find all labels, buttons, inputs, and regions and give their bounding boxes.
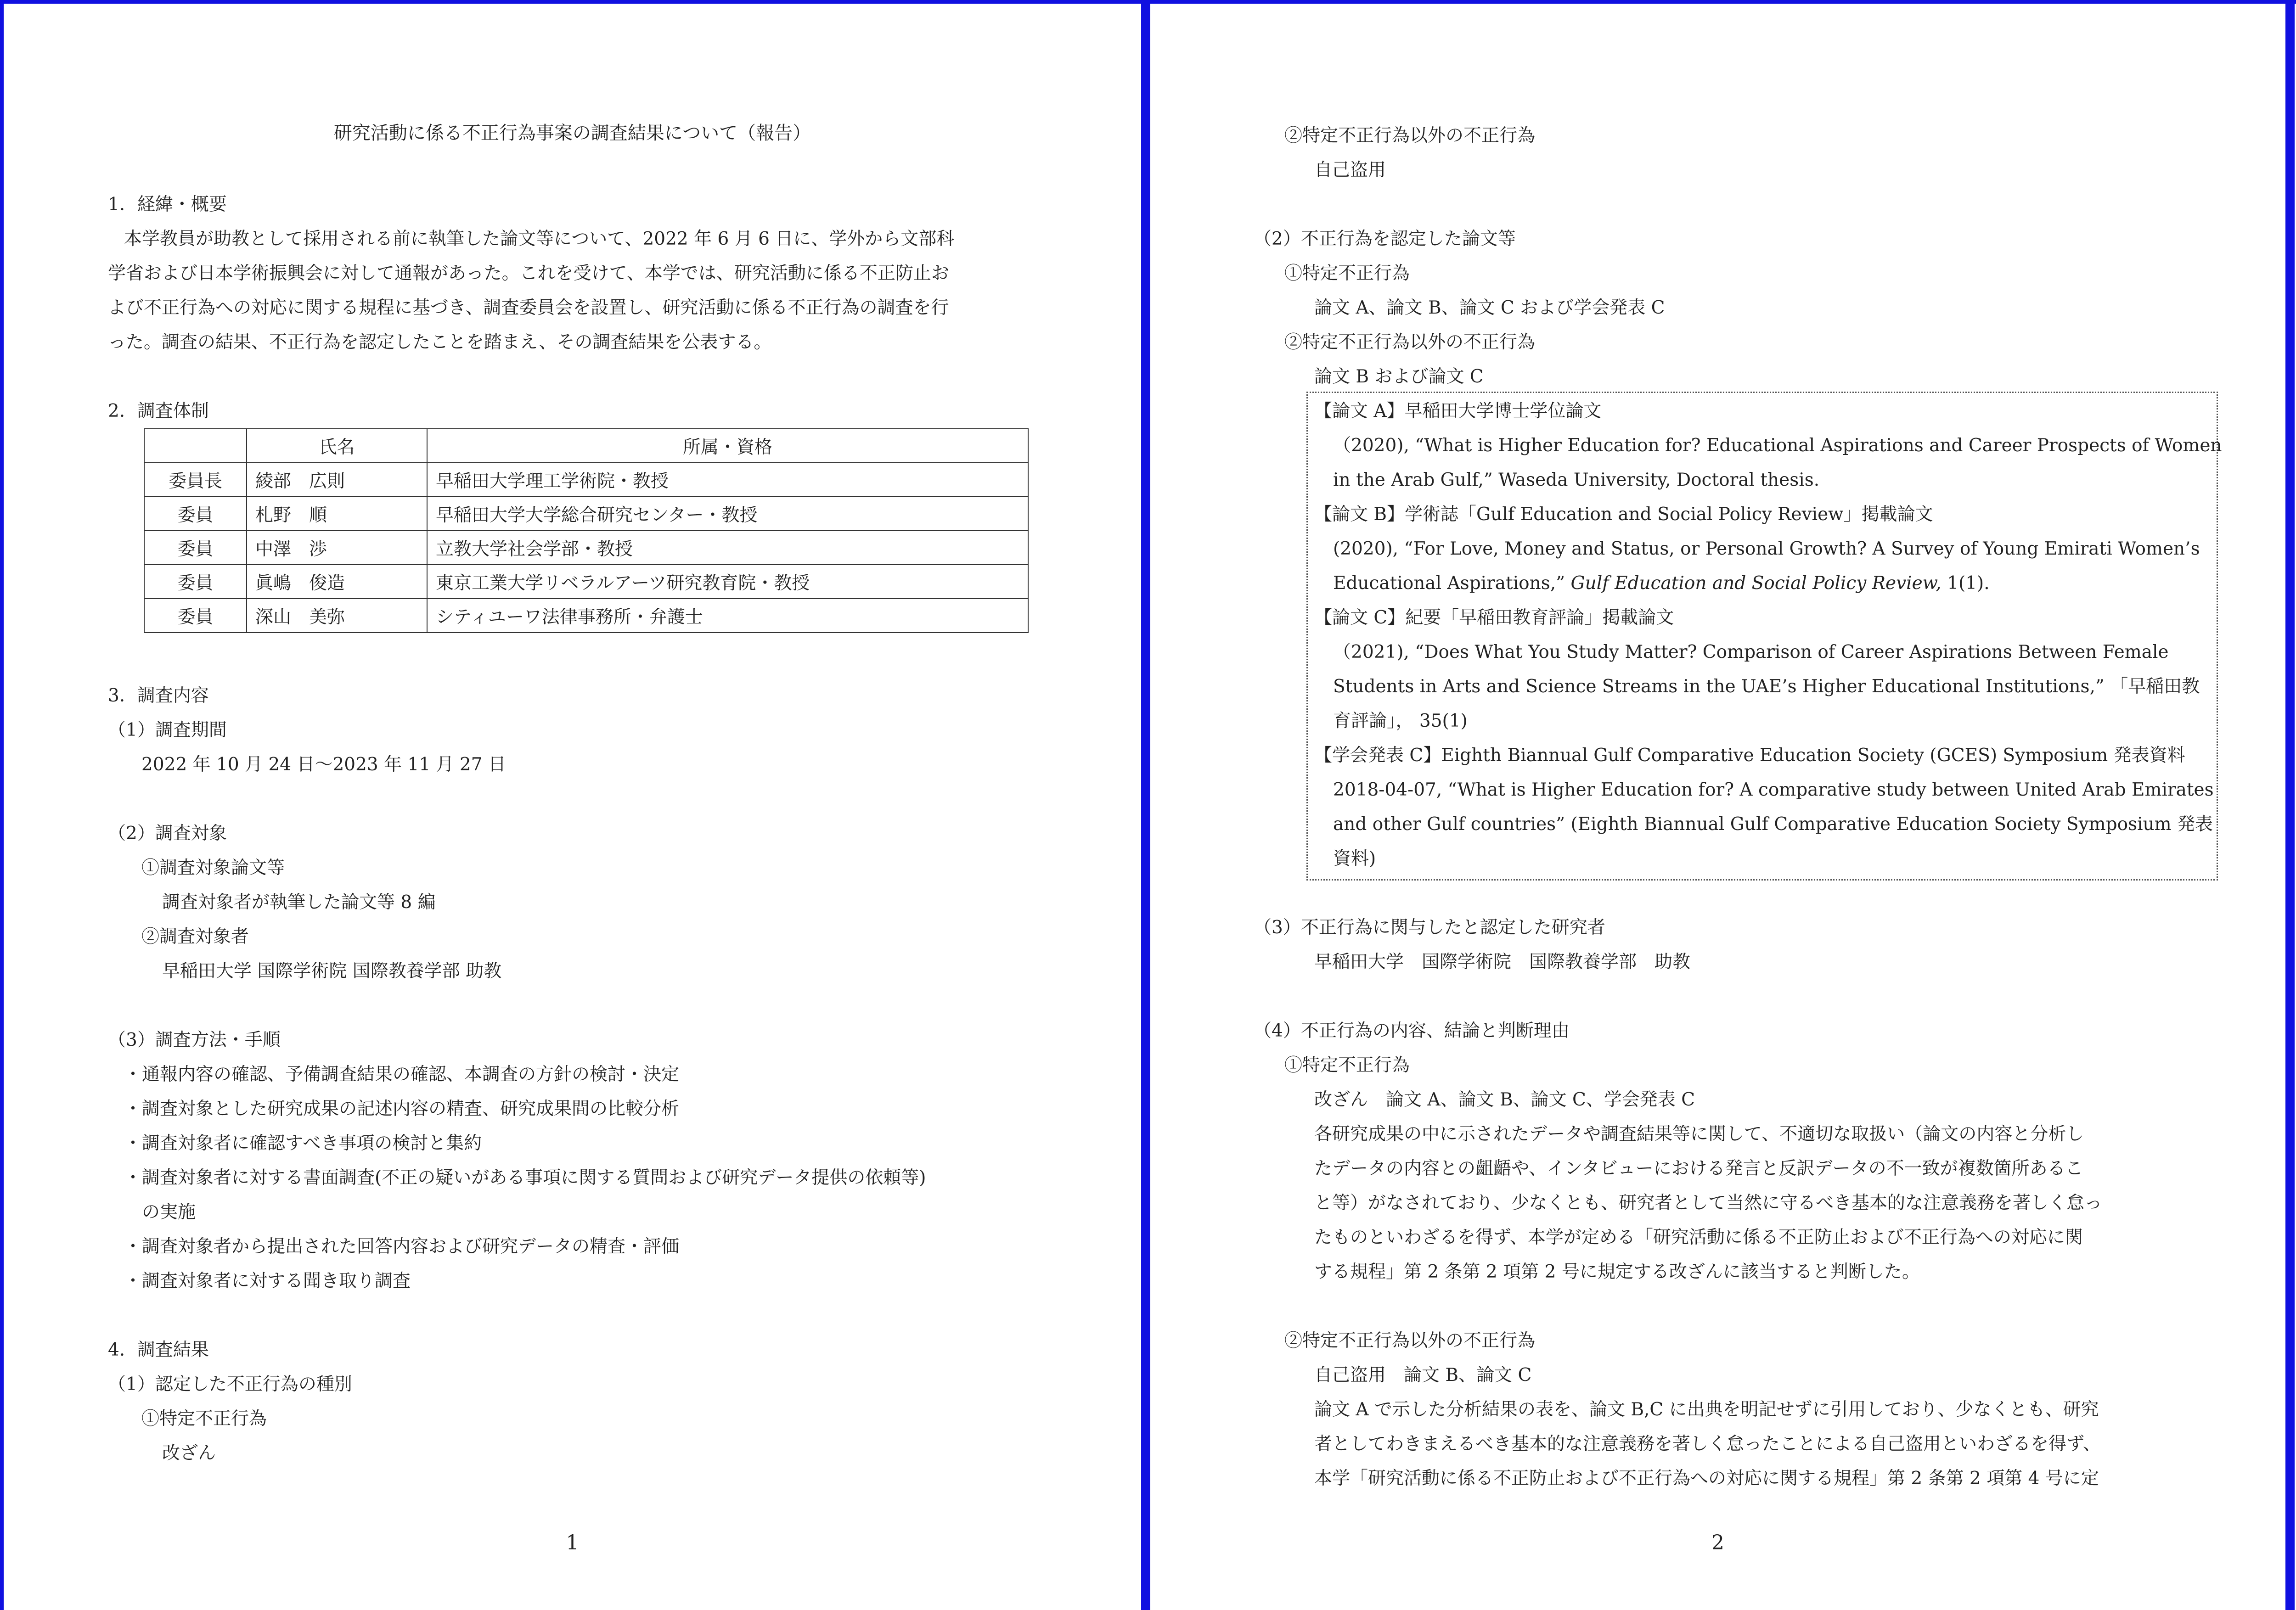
citation-line: 2018-04-07, “What is Higher Education for? A comparative study between United Arab Emirates bbox=[1333, 780, 2214, 800]
citation-text: Educational Aspirations,” bbox=[1333, 573, 1565, 594]
table-row bbox=[144, 599, 1028, 633]
role-cell: 委員 bbox=[144, 497, 247, 531]
item-heading: ②特定不正行為以外の不正行為 bbox=[1284, 125, 1536, 146]
citation-line: 資料) bbox=[1333, 848, 1376, 869]
subsection-heading: （2）不正行為を認定した論文等 bbox=[1254, 229, 1516, 249]
left-border bbox=[0, 0, 4, 1610]
affiliation-cell: 早稲田大学理工学術院・教授 bbox=[427, 463, 1028, 497]
table-row bbox=[144, 463, 1028, 497]
citation-title: 【論文 B】学術誌「Gulf Education and Social Policy Review」掲載論文 bbox=[1314, 504, 1933, 525]
paragraph-line: よび不正行為への対応に関する規程に基づき、調査委員会を設置し、研究活動に係る不正行為の調査を行 bbox=[108, 297, 949, 318]
subsection-heading: （3）不正行為に関与したと認定した研究者 bbox=[1254, 917, 1605, 938]
section-4-heading: 4．調査結果 bbox=[108, 1340, 209, 1360]
page-separator-1 bbox=[1141, 0, 1150, 1610]
document-page-2 bbox=[1150, 4, 2285, 1610]
page-number: 1 bbox=[566, 1531, 579, 1554]
table-header: 所属・資格 bbox=[427, 429, 1028, 463]
item-heading: ②調査対象者 bbox=[141, 926, 249, 947]
table-header: 氏名 bbox=[247, 429, 427, 463]
item-heading: ②特定不正行為以外の不正行為 bbox=[1284, 332, 1536, 353]
affiliation-cell: 立教大学社会学部・教授 bbox=[427, 531, 1028, 565]
item-value: 自己盗用 bbox=[1314, 160, 1386, 180]
item-heading: ①調査対象論文等 bbox=[141, 858, 285, 878]
page-separator-2 bbox=[2285, 0, 2295, 1610]
role-cell: 委員 bbox=[144, 599, 247, 633]
name-cell: 中澤 渉 bbox=[247, 531, 427, 565]
affiliation-cell: 早稲田大学大学総合研究センター・教授 bbox=[427, 497, 1028, 531]
table-header-row bbox=[144, 429, 1028, 463]
item-value: 改ざん 論文 A、論文 B、論文 C、学会発表 C bbox=[1314, 1089, 1695, 1110]
document-page-1 bbox=[4, 4, 1141, 1610]
subsection-heading: （4）不正行為の内容、結論と判断理由 bbox=[1254, 1021, 1570, 1041]
section-1-heading: 1．経緯・概要 bbox=[108, 194, 227, 215]
section-2-heading: 2．調査体制 bbox=[108, 401, 209, 421]
paragraph-line: 本学教員が助教として採用される前に執筆した論文等について、2022 年 6 月 6 日に、学外から文部科 bbox=[124, 229, 955, 249]
citation-line: (2020), “For Love, Money and Status, or Personal Growth? A Survey of Young Emirati Women’s bbox=[1333, 539, 2200, 559]
name-cell: 深山 美弥 bbox=[247, 599, 427, 633]
item-heading: ①特定不正行為 bbox=[141, 1408, 267, 1429]
citation-title: 【論文 A】早稲田大学博士学位論文 bbox=[1314, 401, 1602, 421]
citation-text: 1(1). bbox=[1941, 573, 1990, 594]
subsection-heading: （1）認定した不正行為の種別 bbox=[108, 1374, 352, 1395]
citation-line: in the Arab Gulf,” Waseda University, Doctoral thesis. bbox=[1333, 470, 1820, 490]
paragraph-line: たものといわざるを得ず、本学が定める「研究活動に係る不正防止および不正行為への対応に関 bbox=[1314, 1227, 2083, 1248]
citation-title: 【論文 C】紀要「早稲田教育評論」掲載論文 bbox=[1314, 607, 1674, 628]
subsection-heading: （1）調査期間 bbox=[108, 720, 227, 740]
paragraph-line: たデータの内容との齟齬や、インタビューにおける発言と反訳データの不一致が複数箇所あるこ bbox=[1314, 1158, 2083, 1179]
section-3-heading: 3．調査内容 bbox=[108, 685, 209, 706]
paragraph-line: 論文 A で示した分析結果の表を、論文 B,C に出典を明記せずに引用しており、少なくとも、研究 bbox=[1314, 1399, 2099, 1420]
table-row bbox=[144, 497, 1028, 531]
list-item: ・調査対象者に確認すべき事項の検討と集約 bbox=[124, 1133, 482, 1154]
page-number: 2 bbox=[1711, 1531, 1724, 1554]
table-row bbox=[144, 531, 1028, 565]
table-row bbox=[144, 565, 1028, 599]
citation-line: （2020), “What is Higher Education for? Educational Aspirations and Career Prospects of Women bbox=[1333, 435, 2222, 456]
paragraph-line: った。調査の結果、不正行為を認定したことを踏まえ、その調査結果を公表する。 bbox=[108, 332, 772, 353]
paragraph-line: 者としてわきまえるべき基本的な注意義務を著しく怠ったことによる自己盗用といわざるを得ず、 bbox=[1314, 1434, 2101, 1454]
list-item: ・調査対象者に対する聞き取り調査 bbox=[124, 1271, 411, 1291]
paragraph-line: と等）がなされており、少なくとも、研究者として当然に守るべき基本的な注意義務を著しく怠っ bbox=[1314, 1193, 2103, 1213]
paragraph-line: 本学「研究活動に係る不正防止および不正行為への対応に関する規程」第 2 条第 2 項第 4 号に定 bbox=[1314, 1468, 2099, 1489]
citation-line: 育評論」， 35(1) bbox=[1333, 711, 1468, 731]
citation-line bbox=[1333, 566, 1990, 600]
item-heading: ②特定不正行為以外の不正行為 bbox=[1284, 1330, 1536, 1351]
item-value: 論文 A、論文 B、論文 C および学会発表 C bbox=[1314, 297, 1665, 318]
journal-name: Gulf Education and Social Policy Review, bbox=[1570, 573, 1941, 594]
item-value: 早稲田大学 国際学術院 国際教養学部 助教 bbox=[1314, 952, 1691, 972]
citation-line: （2021), “Does What You Study Matter? Comparison of Career Aspirations Between Female bbox=[1333, 642, 2169, 662]
list-item: ・通報内容の確認、予備調査結果の確認、本調査の方針の検討・決定 bbox=[124, 1064, 680, 1085]
paragraph-line: する規程」第 2 条第 2 項第 2 号に規定する改ざんに該当すると判断した。 bbox=[1314, 1262, 1920, 1282]
survey-period: 2022 年 10 月 24 日～2023 年 11 月 27 日 bbox=[141, 754, 506, 775]
paragraph-line: 学省および日本学術振興会に対して通報があった。これを受けて、本学では、研究活動に係る不正防止お bbox=[108, 263, 949, 284]
table-header bbox=[144, 429, 247, 463]
subsection-heading: （3）調査方法・手順 bbox=[108, 1030, 281, 1050]
item-value: 調査対象者が執筆した論文等 8 編 bbox=[162, 892, 436, 913]
citation-title: 【学会発表 C】Eighth Biannual Gulf Comparative Education Society (GCES) Symposium 発表資料 bbox=[1314, 745, 2185, 766]
affiliation-cell: 東京工業大学リベラルアーツ研究教育院・教授 bbox=[427, 565, 1028, 599]
item-value: 自己盗用 論文 B、論文 C bbox=[1314, 1365, 1532, 1386]
role-cell: 委員 bbox=[144, 565, 247, 599]
item-value: 早稲田大学 国際学術院 国際教養学部 助教 bbox=[162, 961, 502, 982]
list-item: ・調査対象者に対する書面調査(不正の疑いがある事項に関する質問および研究データ提供の依頼等) bbox=[124, 1167, 926, 1188]
affiliation-cell: シティユーワ法律事務所・弁護士 bbox=[427, 599, 1028, 633]
list-item: ・調査対象とした研究成果の記述内容の精査、研究成果間の比較分析 bbox=[124, 1099, 680, 1119]
committee-table bbox=[144, 428, 1029, 633]
item-value: 改ざん bbox=[162, 1443, 216, 1464]
role-cell: 委員 bbox=[144, 531, 247, 565]
name-cell: 札野 順 bbox=[247, 497, 427, 531]
item-heading: ①特定不正行為 bbox=[1284, 263, 1410, 284]
citation-line: Students in Arts and Science Streams in the UAE’s Higher Educational Institutions,” 「早稲田教 bbox=[1333, 676, 2200, 697]
name-cell: 眞嶋 俊造 bbox=[247, 565, 427, 599]
subsection-heading: （2）調査対象 bbox=[108, 823, 227, 844]
list-item: の実施 bbox=[124, 1202, 196, 1223]
report-title: 研究活動に係る不正行為事案の調査結果について（報告） bbox=[333, 123, 811, 144]
list-item: ・調査対象者から提出された回答内容および研究データの精査・評価 bbox=[124, 1236, 680, 1257]
name-cell: 綾部 広則 bbox=[247, 463, 427, 497]
citation-line: and other Gulf countries” (Eighth Biannual Gulf Comparative Education Society Symposium 発表 bbox=[1333, 814, 2213, 835]
item-value: 論文 B および論文 C bbox=[1314, 366, 1484, 387]
paragraph-line: 各研究成果の中に示されたデータや調査結果等に関して、不適切な取扱い（論文の内容と分析し bbox=[1314, 1124, 2084, 1144]
item-heading: ①特定不正行為 bbox=[1284, 1055, 1410, 1076]
role-cell: 委員長 bbox=[144, 463, 247, 497]
